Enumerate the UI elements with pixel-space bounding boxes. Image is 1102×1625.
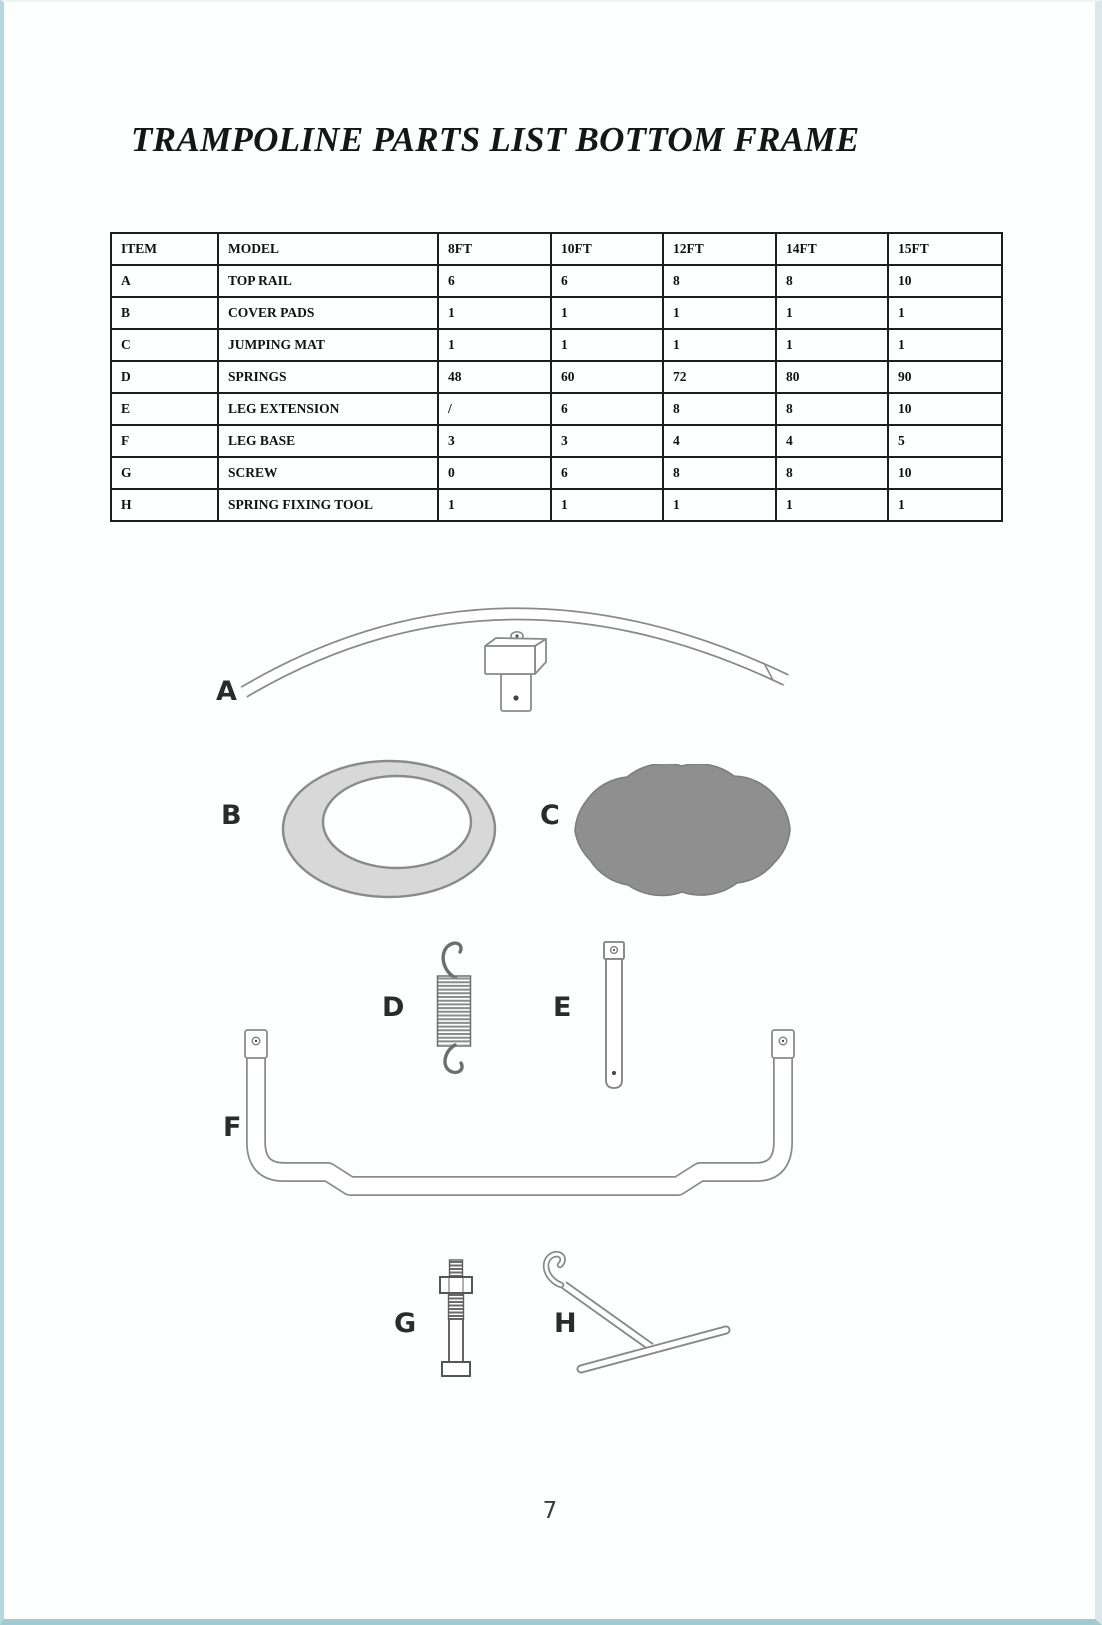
cell-model: COVER PADS	[218, 297, 438, 329]
cell-item: D	[111, 361, 218, 393]
cell-qty: 4	[776, 425, 888, 457]
jumping-mat-illustration	[570, 764, 795, 899]
part-label-f: F	[223, 1112, 242, 1143]
cell-qty: 1	[776, 297, 888, 329]
cell-item: G	[111, 457, 218, 489]
cell-item: B	[111, 297, 218, 329]
cell-qty: 10	[888, 265, 1002, 297]
col-header-15ft: 15FT	[888, 233, 1002, 265]
cell-qty: 80	[776, 361, 888, 393]
part-label-g: G	[394, 1308, 417, 1339]
cell-qty: 60	[551, 361, 663, 393]
leg-base-figure	[244, 1024, 796, 1209]
cell-qty: 1	[663, 489, 776, 521]
cell-qty: 4	[663, 425, 776, 457]
cell-qty: 1	[438, 297, 551, 329]
part-label-d: D	[382, 992, 405, 1023]
cell-item: F	[111, 425, 218, 457]
cell-qty: 5	[888, 425, 1002, 457]
spring-tool-illustration	[536, 1250, 734, 1378]
part-label-b: B	[221, 800, 242, 831]
cell-qty: 1	[438, 329, 551, 361]
cell-qty: 8	[663, 393, 776, 425]
part-label-h: H	[554, 1308, 577, 1339]
cell-model: SPRINGS	[218, 361, 438, 393]
cell-qty: 6	[551, 393, 663, 425]
part-label-a: A	[216, 676, 237, 707]
cell-qty: 8	[776, 265, 888, 297]
cell-qty: 0	[438, 457, 551, 489]
table-row	[111, 489, 1002, 521]
col-header-item: ITEM	[111, 233, 218, 265]
cell-qty: 8	[776, 393, 888, 425]
cover-pads-illustration	[279, 758, 499, 900]
part-label-e: E	[553, 992, 572, 1023]
cell-qty: 1	[551, 297, 663, 329]
cell-model: JUMPING MAT	[218, 329, 438, 361]
table-row	[111, 425, 1002, 457]
cell-qty: /	[438, 393, 551, 425]
cell-qty: 10	[888, 393, 1002, 425]
cell-qty: 1	[551, 329, 663, 361]
cell-model: LEG BASE	[218, 425, 438, 457]
cell-model: TOP RAIL	[218, 265, 438, 297]
cell-qty: 8	[663, 457, 776, 489]
cover-pads-figure	[279, 758, 499, 900]
cell-qty: 1	[663, 297, 776, 329]
table-row	[111, 457, 1002, 489]
page-number: 7	[542, 1498, 558, 1524]
cell-qty: 8	[776, 457, 888, 489]
part-label-c: C	[540, 800, 560, 831]
cell-qty: 72	[663, 361, 776, 393]
cell-qty: 6	[438, 265, 551, 297]
cell-qty: 1	[776, 489, 888, 521]
table-row	[111, 297, 1002, 329]
cell-qty: 1	[776, 329, 888, 361]
cell-model: SPRING FIXING TOOL	[218, 489, 438, 521]
table-row	[111, 361, 1002, 393]
cell-model: SCREW	[218, 457, 438, 489]
screw-figure	[438, 1256, 474, 1382]
cell-item: C	[111, 329, 218, 361]
cell-qty: 3	[438, 425, 551, 457]
cell-qty: 1	[663, 329, 776, 361]
leg-base-illustration	[244, 1024, 796, 1209]
col-header-model: MODEL	[218, 233, 438, 265]
cell-qty: 90	[888, 361, 1002, 393]
cell-item: E	[111, 393, 218, 425]
table-row	[111, 329, 1002, 361]
cell-qty: 1	[888, 329, 1002, 361]
cell-qty: 1	[551, 489, 663, 521]
col-header-10ft: 10FT	[551, 233, 663, 265]
cell-qty: 6	[551, 265, 663, 297]
spring-tool-figure	[536, 1250, 734, 1378]
jumping-mat-figure	[570, 764, 795, 899]
cell-qty: 1	[888, 489, 1002, 521]
table-header-row	[111, 233, 1002, 265]
table-row	[111, 265, 1002, 297]
top-rail-figure	[236, 594, 796, 722]
cell-item: A	[111, 265, 218, 297]
col-header-12ft: 12FT	[663, 233, 776, 265]
cell-qty: 6	[551, 457, 663, 489]
page-title: TRAMPOLINE PARTS LIST BOTTOM FRAME	[131, 120, 860, 159]
cell-qty: 1	[438, 489, 551, 521]
screw-illustration	[438, 1256, 474, 1382]
col-header-8ft: 8FT	[438, 233, 551, 265]
cell-qty: 48	[438, 361, 551, 393]
table-row	[111, 393, 1002, 425]
cell-qty: 10	[888, 457, 1002, 489]
cell-model: LEG EXTENSION	[218, 393, 438, 425]
col-header-14ft: 14FT	[776, 233, 888, 265]
cell-qty: 8	[663, 265, 776, 297]
top-rail-illustration	[236, 594, 796, 722]
cell-qty: 1	[888, 297, 1002, 329]
parts-table	[110, 232, 1003, 522]
cell-qty: 3	[551, 425, 663, 457]
cell-item: H	[111, 489, 218, 521]
